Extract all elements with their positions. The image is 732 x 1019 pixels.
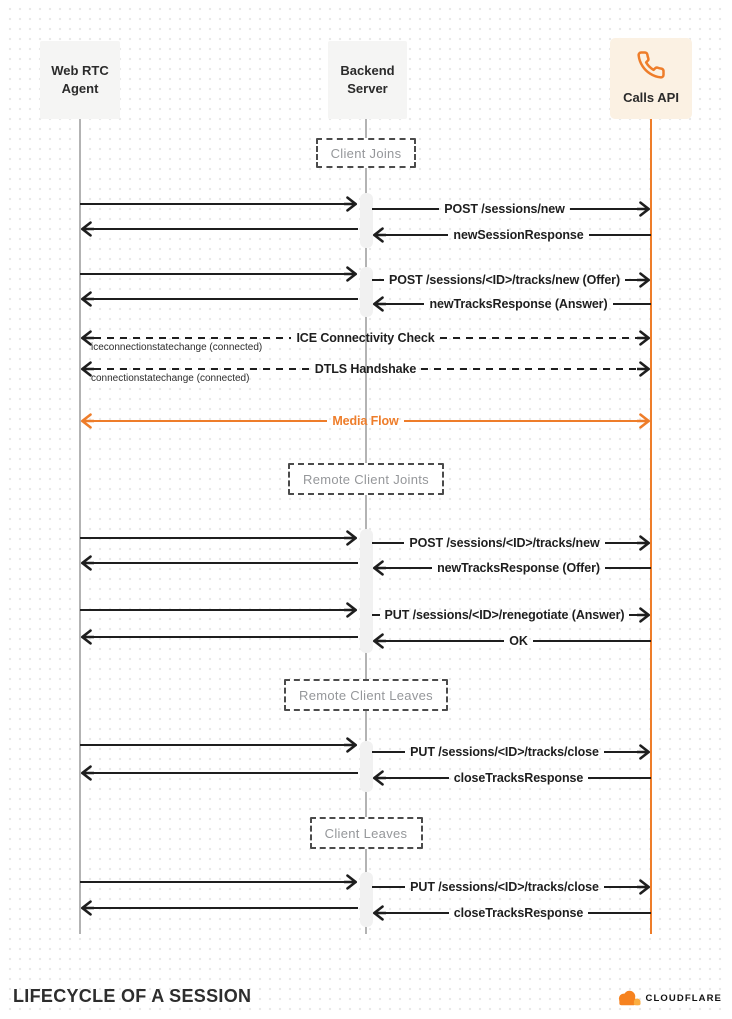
section-box: Client Joins <box>316 138 416 168</box>
message-label: DTLS Handshake <box>314 362 417 376</box>
relay-arrow <box>80 601 358 619</box>
message-line <box>386 303 424 306</box>
message-arrow <box>372 606 651 624</box>
message-label: POST /sessions/<ID>/tracks/new (Offer) <box>389 273 621 287</box>
message-line <box>80 537 344 540</box>
arrowhead-left-icon <box>80 899 94 917</box>
arrowhead-left-icon <box>372 904 386 922</box>
activation-bar <box>360 741 373 792</box>
message-line <box>94 298 358 301</box>
message-line <box>94 368 310 371</box>
message-line <box>80 273 344 276</box>
message-line <box>570 208 637 211</box>
arrowhead-left-icon <box>372 295 386 313</box>
arrowhead-left-icon <box>80 764 94 782</box>
relay-arrow <box>80 220 358 238</box>
arrowhead-right-icon <box>637 329 651 347</box>
relay-arrow <box>80 736 358 754</box>
message-line <box>605 567 651 570</box>
arrowhead-right-icon <box>344 736 358 754</box>
message-arrow <box>80 412 651 430</box>
message-arrow <box>372 226 651 244</box>
message-arrow <box>372 534 651 552</box>
arrowhead-left-icon <box>80 628 94 646</box>
arrowhead-left-icon <box>80 220 94 238</box>
message-label: ICE Connectivity Check <box>296 331 435 345</box>
message-line <box>386 777 449 780</box>
message-label: PUT /sessions/<ID>/tracks/close <box>410 745 599 759</box>
message-label: PUT /sessions/<ID>/renegotiate (Answer) <box>384 608 625 622</box>
arrowhead-right-icon <box>637 200 651 218</box>
message-label: newTracksResponse (Answer) <box>429 297 608 311</box>
message-line <box>404 420 637 423</box>
message-line <box>80 203 344 206</box>
message-arrow <box>372 200 651 218</box>
message-label: closeTracksResponse <box>453 771 584 785</box>
message-line <box>372 886 405 889</box>
section-box: Remote Client Leaves <box>284 679 448 711</box>
message-line <box>80 609 344 612</box>
relay-arrow <box>80 529 358 547</box>
message-line <box>80 744 344 747</box>
arrowhead-right-icon <box>344 265 358 283</box>
activation-bar <box>360 529 373 653</box>
section-box: Client Leaves <box>310 817 423 849</box>
message-label: OK <box>509 634 528 648</box>
arrowhead-right-icon <box>637 878 651 896</box>
relay-arrow <box>80 873 358 891</box>
relay-arrow <box>80 899 358 917</box>
message-arrow <box>372 743 651 761</box>
message-line <box>372 614 380 617</box>
message-line <box>372 279 384 282</box>
message-line <box>80 881 344 884</box>
message-line <box>613 303 651 306</box>
message-line <box>94 420 327 423</box>
message-arrow <box>372 769 651 787</box>
message-line <box>588 912 651 915</box>
arrowhead-right-icon <box>637 360 651 378</box>
message-arrow <box>372 904 651 922</box>
arrowhead-right-icon <box>344 195 358 213</box>
message-line <box>372 542 404 545</box>
arrowhead-left-icon <box>80 554 94 572</box>
message-line <box>629 614 637 617</box>
message-line <box>386 567 432 570</box>
message-line <box>386 234 448 237</box>
relay-arrow <box>80 195 358 213</box>
arrowhead-right-icon <box>637 606 651 624</box>
message-line <box>94 337 291 340</box>
arrowhead-left-icon <box>372 632 386 650</box>
cloudflare-wordmark: CLOUDFLARE <box>645 992 722 1004</box>
message-label: PUT /sessions/<ID>/tracks/close <box>410 880 599 894</box>
message-line <box>94 636 358 639</box>
relay-arrow <box>80 290 358 308</box>
message-line <box>440 337 637 340</box>
message-line <box>94 907 358 910</box>
arrowhead-right-icon <box>637 534 651 552</box>
phone-icon <box>636 50 666 80</box>
message-label: POST /sessions/<ID>/tracks/new <box>409 536 600 550</box>
arrowhead-right-icon <box>344 601 358 619</box>
arrowhead-right-icon <box>344 529 358 547</box>
message-label: Media Flow <box>332 414 399 428</box>
arrowhead-left-icon <box>372 226 386 244</box>
message-line <box>94 772 358 775</box>
activation-bar <box>360 193 373 248</box>
event-sublabel: connectionstatechange (connected) <box>91 373 250 384</box>
message-line <box>604 751 637 754</box>
actor-calls-api <box>610 38 692 119</box>
message-line <box>94 562 358 565</box>
message-arrow <box>372 295 651 313</box>
event-sublabel: iceconnectionstatechange (connected) <box>91 342 263 353</box>
relay-arrow <box>80 265 358 283</box>
message-line <box>605 542 637 545</box>
message-line <box>625 279 637 282</box>
message-arrow <box>372 878 651 896</box>
message-arrow <box>372 271 651 289</box>
arrowhead-left-icon <box>372 769 386 787</box>
arrowhead-right-icon <box>344 873 358 891</box>
section-box: Remote Client Joints <box>288 463 444 495</box>
relay-arrow <box>80 628 358 646</box>
actor-backend-server <box>328 41 407 119</box>
arrowhead-left-icon <box>80 290 94 308</box>
cloudflare-cloud-icon <box>616 990 642 1006</box>
actor-label: Backend Server <box>340 63 395 96</box>
relay-arrow <box>80 764 358 782</box>
arrowhead-right-icon <box>637 743 651 761</box>
message-line <box>589 234 651 237</box>
arrowhead-left-icon <box>372 559 386 577</box>
message-label: newTracksResponse (Offer) <box>437 561 600 575</box>
message-line <box>386 640 504 643</box>
message-label: closeTracksResponse <box>453 906 584 920</box>
message-line <box>533 640 651 643</box>
actor-web-rtc-agent <box>40 41 120 119</box>
message-line <box>604 886 637 889</box>
message-arrow <box>372 632 651 650</box>
arrowhead-left-icon <box>80 412 94 430</box>
activation-bar <box>360 267 373 317</box>
activation-bar <box>360 872 373 927</box>
message-line <box>588 777 651 780</box>
actor-label: Calls API <box>623 90 679 106</box>
message-arrow <box>372 559 651 577</box>
arrowhead-right-icon <box>637 271 651 289</box>
message-line <box>94 228 358 231</box>
message-line <box>372 751 405 754</box>
diagram-title: LIFECYCLE OF A SESSION <box>13 986 252 1006</box>
relay-arrow <box>80 554 358 572</box>
cloudflare-logo <box>616 990 722 1006</box>
message-line <box>386 912 449 915</box>
message-line <box>372 208 439 211</box>
arrowhead-right-icon <box>637 412 651 430</box>
message-label: POST /sessions/new <box>444 202 565 216</box>
lifeline-web-rtc-agent <box>79 119 81 934</box>
message-line <box>421 368 637 371</box>
message-label: newSessionResponse <box>453 228 584 242</box>
actor-label: Web RTC Agent <box>51 63 109 96</box>
